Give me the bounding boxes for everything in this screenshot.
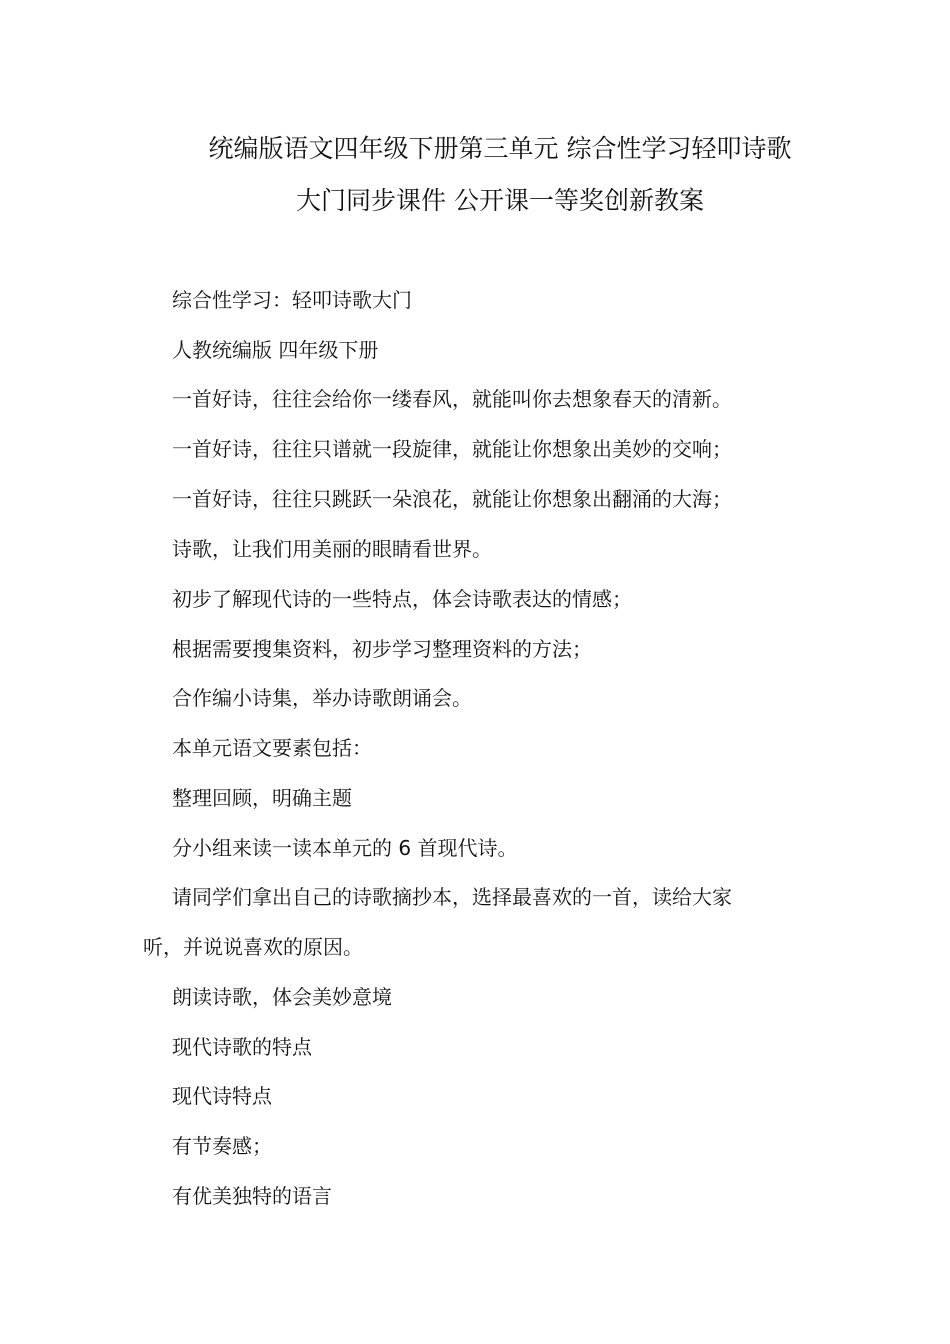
paragraph: 本单元语文要素包括：: [172, 736, 372, 760]
paragraph-continuation: 听，并说说喜欢的原因。: [143, 935, 363, 959]
paragraph: 合作编小诗集，举办诗歌朗诵会。: [172, 686, 472, 710]
paragraph: 初步了解现代诗的一些特点，体会诗歌表达的情感；: [172, 587, 632, 611]
paragraph: 一首好诗，往往只谱就一段旋律，就能让你想象出美妙的交响；: [172, 437, 732, 461]
document-title-line-1: 统编版语文四年级下册第三单元 综合性学习轻叩诗歌: [208, 134, 792, 163]
paragraph: 分小组来读一读本单元的 6 首现代诗。: [172, 836, 518, 860]
paragraph: 根据需要搜集资料，初步学习整理资料的方法；: [172, 637, 592, 661]
paragraph: 朗读诗歌，体会美妙意境: [172, 985, 392, 1009]
document-title-line-2: 大门同步课件 公开课一等奖创新教案: [296, 186, 704, 215]
paragraph: 人教统编版 四年级下册: [172, 338, 379, 362]
paragraph: 一首好诗，往往会给你一缕春风，就能叫你去想象春天的清新。: [172, 387, 732, 411]
paragraph: 有节奏感；: [172, 1134, 272, 1158]
paragraph: 一首好诗，往往只跳跃一朵浪花，就能让你想象出翻涌的大海；: [172, 487, 732, 511]
paragraph: 现代诗歌的特点: [172, 1035, 312, 1059]
paragraph: 有优美独特的语言: [172, 1184, 332, 1208]
paragraph: 诗歌，让我们用美丽的眼睛看世界。: [172, 537, 492, 561]
paragraph: 整理回顾，明确主题: [172, 786, 352, 810]
paragraph: 请同学们拿出自己的诗歌摘抄本，选择最喜欢的一首，读给大家: [172, 885, 732, 909]
paragraph: 综合性学习：轻叩诗歌大门: [172, 288, 412, 312]
paragraph: 现代诗特点: [172, 1084, 272, 1108]
